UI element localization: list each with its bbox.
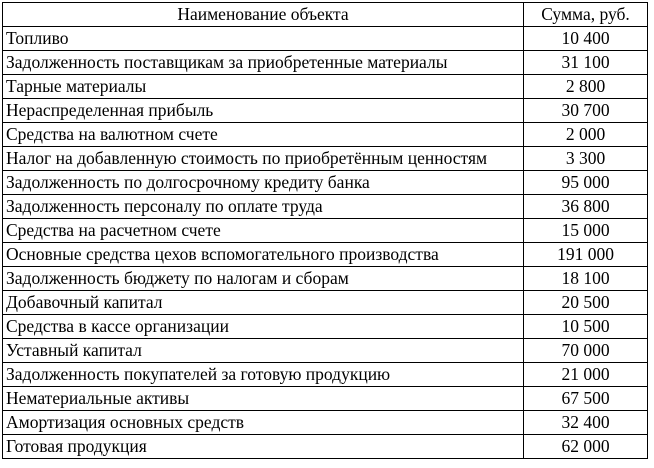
- table-row: [3, 243, 648, 267]
- row-name-cell: Нераспределенная прибыль: [3, 99, 524, 123]
- row-name-cell: Уставный капитал: [3, 339, 524, 363]
- row-name-cell: Готовая продукция: [3, 435, 524, 459]
- row-sum-cell: 15 000: [524, 219, 648, 243]
- row-name-cell: Задолженность по долгосрочному кредиту банка: [3, 171, 524, 195]
- row-sum-cell: 36 800: [524, 195, 648, 219]
- table-row: [3, 363, 648, 387]
- row-sum-cell: 30 700: [524, 99, 648, 123]
- table-row: [3, 99, 648, 123]
- row-sum-cell: 18 100: [524, 267, 648, 291]
- column-header-name: Наименование объекта: [3, 3, 524, 27]
- row-sum-cell: 2 800: [524, 75, 648, 99]
- table-row: [3, 147, 648, 171]
- row-sum-cell: 10 400: [524, 27, 648, 51]
- row-name-cell: Добавочный капитал: [3, 291, 524, 315]
- table-row: [3, 339, 648, 363]
- table-body: [3, 27, 648, 459]
- column-header-sum: Сумма, руб.: [524, 3, 648, 27]
- row-sum-cell: 2 000: [524, 123, 648, 147]
- table-row: [3, 315, 648, 339]
- table-row: [3, 195, 648, 219]
- row-sum-cell: 31 100: [524, 51, 648, 75]
- table-row: [3, 411, 648, 435]
- row-name-cell: Налог на добавленную стоимость по приобретённым ценностям: [3, 147, 524, 171]
- table-row: [3, 51, 648, 75]
- header-row: [3, 3, 648, 27]
- row-sum-cell: 10 500: [524, 315, 648, 339]
- row-name-cell: Задолженность поставщикам за приобретенные материалы: [3, 51, 524, 75]
- row-sum-cell: 20 500: [524, 291, 648, 315]
- ledger-table: [2, 2, 648, 459]
- table-row: [3, 219, 648, 243]
- table-row: [3, 291, 648, 315]
- row-sum-cell: 70 000: [524, 339, 648, 363]
- table-row: [3, 267, 648, 291]
- row-name-cell: Задолженность покупателей за готовую продукцию: [3, 363, 524, 387]
- row-sum-cell: 67 500: [524, 387, 648, 411]
- row-name-cell: Задолженность бюджету по налогам и сборам: [3, 267, 524, 291]
- row-name-cell: Средства на валютном счете: [3, 123, 524, 147]
- row-sum-cell: 191 000: [524, 243, 648, 267]
- row-name-cell: Амортизация основных средств: [3, 411, 524, 435]
- table-row: [3, 123, 648, 147]
- row-sum-cell: 62 000: [524, 435, 648, 459]
- row-name-cell: Задолженность персоналу по оплате труда: [3, 195, 524, 219]
- row-sum-cell: 95 000: [524, 171, 648, 195]
- table-row: [3, 387, 648, 411]
- table-row: [3, 171, 648, 195]
- table-row: [3, 75, 648, 99]
- row-sum-cell: 32 400: [524, 411, 648, 435]
- table-row: [3, 27, 648, 51]
- row-name-cell: Средства в кассе организации: [3, 315, 524, 339]
- row-name-cell: Топливо: [3, 27, 524, 51]
- table-row: [3, 435, 648, 459]
- row-sum-cell: 21 000: [524, 363, 648, 387]
- row-name-cell: Нематериальные активы: [3, 387, 524, 411]
- row-name-cell: Средства на расчетном счете: [3, 219, 524, 243]
- row-sum-cell: 3 300: [524, 147, 648, 171]
- row-name-cell: Основные средства цехов вспомогательного производства: [3, 243, 524, 267]
- row-name-cell: Тарные материалы: [3, 75, 524, 99]
